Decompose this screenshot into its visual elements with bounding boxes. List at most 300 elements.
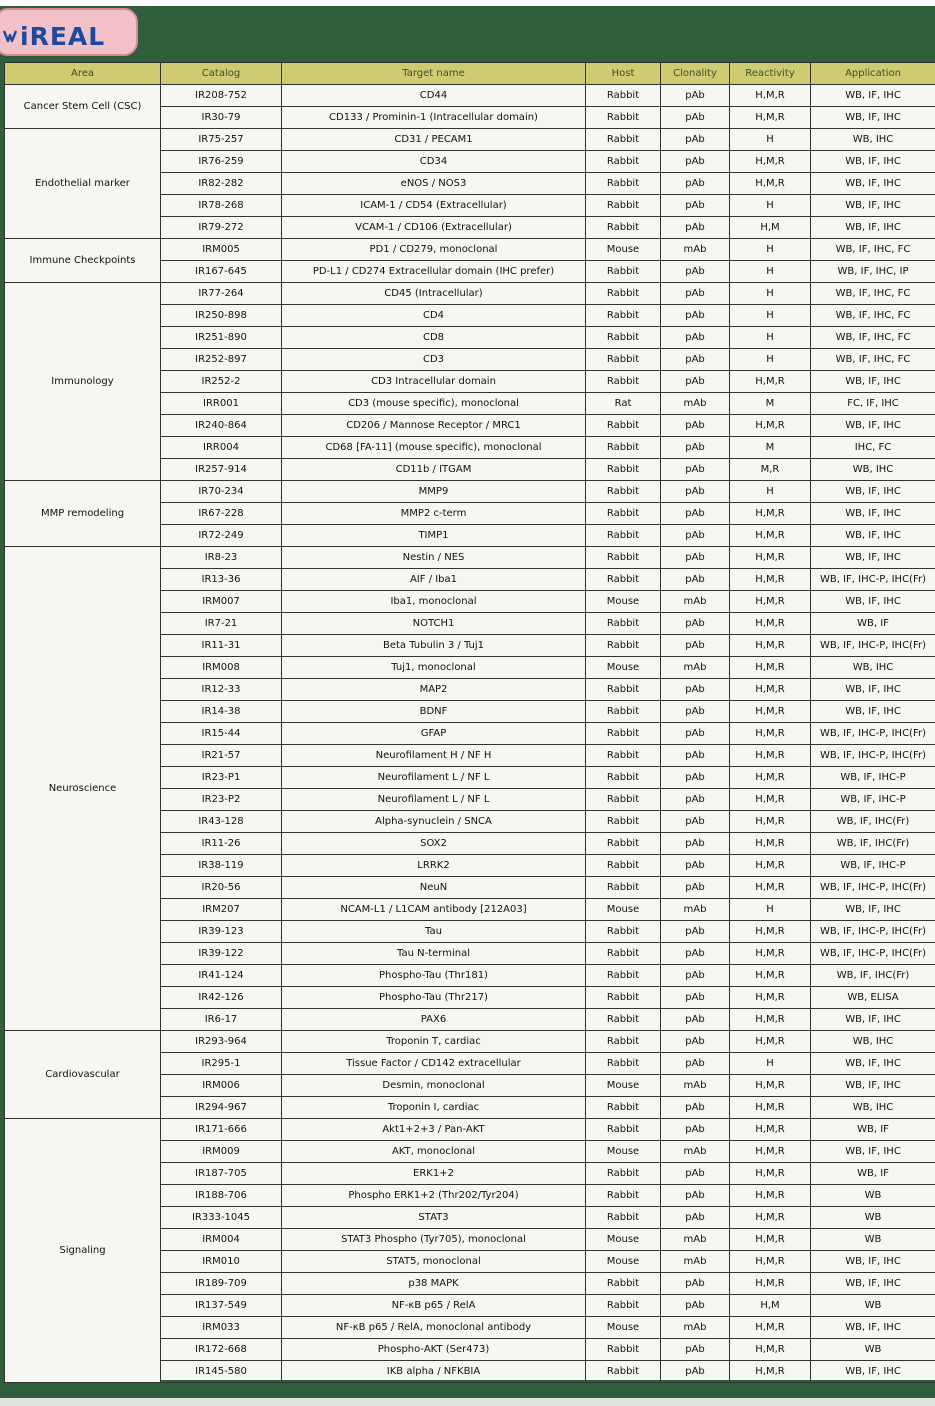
catalog-cell: IR79-272 xyxy=(161,217,282,239)
reactivity-cell: H,M xyxy=(730,217,811,239)
catalog-cell: IR251-890 xyxy=(161,327,282,349)
catalog-cell: IR23-P1 xyxy=(161,767,282,789)
clonality-cell: mAb xyxy=(661,1317,730,1339)
clonality-cell: pAb xyxy=(661,635,730,657)
host-cell: Rabbit xyxy=(586,569,661,591)
reactivity-cell: H,M,R xyxy=(730,745,811,767)
catalog-cell: IR294-967 xyxy=(161,1097,282,1119)
host-cell: Rabbit xyxy=(586,195,661,217)
target-name-cell: Troponin T, cardiac xyxy=(282,1031,586,1053)
target-name-cell: STAT5, monoclonal xyxy=(282,1251,586,1273)
application-cell: WB, IF, IHC xyxy=(811,1317,935,1339)
reactivity-cell: H xyxy=(730,327,811,349)
catalog-cell: IR167-645 xyxy=(161,261,282,283)
reactivity-cell: M xyxy=(730,437,811,459)
catalog-cell: IRM004 xyxy=(161,1229,282,1251)
catalog-cell: IR11-31 xyxy=(161,635,282,657)
catalog-cell: IR15-44 xyxy=(161,723,282,745)
target-name-cell: CD3 xyxy=(282,349,586,371)
area-cell: Cancer Stem Cell (CSC) xyxy=(5,85,161,129)
reactivity-cell: H,M,R xyxy=(730,789,811,811)
application-cell: WB, IF, IHC xyxy=(811,195,935,217)
clonality-cell: pAb xyxy=(661,327,730,349)
host-cell: Rabbit xyxy=(586,1295,661,1317)
clonality-cell: pAb xyxy=(661,1295,730,1317)
host-cell: Rabbit xyxy=(586,1053,661,1075)
clonality-cell: pAb xyxy=(661,1361,730,1383)
application-cell: WB, IF xyxy=(811,613,935,635)
host-cell: Mouse xyxy=(586,1075,661,1097)
host-cell: Mouse xyxy=(586,1317,661,1339)
reactivity-cell: H xyxy=(730,349,811,371)
application-cell: WB xyxy=(811,1339,935,1361)
clonality-cell: pAb xyxy=(661,1097,730,1119)
clonality-cell: pAb xyxy=(661,415,730,437)
target-name-cell: GFAP xyxy=(282,723,586,745)
clonality-cell: pAb xyxy=(661,921,730,943)
reactivity-cell: H,M,R xyxy=(730,1075,811,1097)
catalog-cell: IR23-P2 xyxy=(161,789,282,811)
host-cell: Rabbit xyxy=(586,723,661,745)
clonality-cell: mAb xyxy=(661,239,730,261)
host-cell: Rabbit xyxy=(586,173,661,195)
target-name-cell: PD-L1 / CD274 Extracellular domain (IHC prefer) xyxy=(282,261,586,283)
catalog-cell: IRM008 xyxy=(161,657,282,679)
target-name-cell: VCAM-1 / CD106 (Extracellular) xyxy=(282,217,586,239)
clonality-cell: mAb xyxy=(661,1141,730,1163)
catalog-cell: IR41-124 xyxy=(161,965,282,987)
clonality-cell: mAb xyxy=(661,1229,730,1251)
target-name-cell: CD206 / Mannose Receptor / MRC1 xyxy=(282,415,586,437)
clonality-cell: pAb xyxy=(661,789,730,811)
clonality-cell: mAb xyxy=(661,1075,730,1097)
application-cell: WB, IF, IHC xyxy=(811,1141,935,1163)
target-name-cell: Beta Tubulin 3 / Tuj1 xyxy=(282,635,586,657)
clonality-cell: pAb xyxy=(661,459,730,481)
host-cell: Rabbit xyxy=(586,1273,661,1295)
clonality-cell: pAb xyxy=(661,811,730,833)
host-cell: Rabbit xyxy=(586,327,661,349)
reactivity-cell: H,M,R xyxy=(730,503,811,525)
catalog-cell: IR137-549 xyxy=(161,1295,282,1317)
catalog-cell: IRM005 xyxy=(161,239,282,261)
clonality-cell: pAb xyxy=(661,349,730,371)
clonality-cell: pAb xyxy=(661,943,730,965)
clonality-cell: pAb xyxy=(661,723,730,745)
application-cell: WB, IF, IHC xyxy=(811,415,935,437)
application-cell: WB, IHC xyxy=(811,459,935,481)
clonality-cell: pAb xyxy=(661,525,730,547)
application-cell: WB, IF, IHC xyxy=(811,85,935,107)
application-cell: WB, IF, IHC, FC xyxy=(811,239,935,261)
host-cell: Rabbit xyxy=(586,371,661,393)
application-cell: WB, IF xyxy=(811,1163,935,1185)
target-name-cell: Tau xyxy=(282,921,586,943)
target-name-cell: CD44 xyxy=(282,85,586,107)
host-cell: Rabbit xyxy=(586,261,661,283)
catalog-cell: IRM006 xyxy=(161,1075,282,1097)
target-name-cell: Iba1, monoclonal xyxy=(282,591,586,613)
host-cell: Rabbit xyxy=(586,503,661,525)
target-name-cell: NCAM-L1 / L1CAM antibody [212A03] xyxy=(282,899,586,921)
reactivity-cell: H,M,R xyxy=(730,811,811,833)
target-name-cell: Tissue Factor / CD142 extracellular xyxy=(282,1053,586,1075)
reactivity-cell: M,R xyxy=(730,459,811,481)
clonality-cell: pAb xyxy=(661,1031,730,1053)
clonality-cell: mAb xyxy=(661,657,730,679)
host-cell: Rabbit xyxy=(586,635,661,657)
application-cell: WB, IF, IHC xyxy=(811,701,935,723)
clonality-cell: pAb xyxy=(661,1207,730,1229)
application-cell: WB, IF, IHC xyxy=(811,899,935,921)
catalog-cell: IRM033 xyxy=(161,1317,282,1339)
catalog-cell: IR70-234 xyxy=(161,481,282,503)
reactivity-cell: H,M,R xyxy=(730,1163,811,1185)
clonality-cell: pAb xyxy=(661,833,730,855)
application-cell: WB, IF, IHC xyxy=(811,371,935,393)
host-cell: Rabbit xyxy=(586,1163,661,1185)
application-cell: WB, IF, IHC-P xyxy=(811,767,935,789)
catalog-cell: IR12-33 xyxy=(161,679,282,701)
reactivity-cell: H,M,R xyxy=(730,591,811,613)
application-cell: WB, IF, IHC xyxy=(811,679,935,701)
table-row xyxy=(5,283,935,305)
catalog-cell: IR252-897 xyxy=(161,349,282,371)
reactivity-cell: H,M,R xyxy=(730,1317,811,1339)
reactivity-cell: H,M,R xyxy=(730,877,811,899)
host-cell: Rabbit xyxy=(586,877,661,899)
clonality-cell: pAb xyxy=(661,371,730,393)
catalog-cell: IR13-36 xyxy=(161,569,282,591)
host-cell: Rabbit xyxy=(586,525,661,547)
reactivity-cell: H,M,R xyxy=(730,1009,811,1031)
clonality-cell: pAb xyxy=(661,877,730,899)
catalog-cell: IRM207 xyxy=(161,899,282,921)
clonality-cell: pAb xyxy=(661,701,730,723)
brand-logo-text: iREAL xyxy=(20,22,106,51)
area-cell: Signaling xyxy=(5,1119,161,1383)
catalog-cell: IR39-122 xyxy=(161,943,282,965)
host-cell: Rabbit xyxy=(586,1339,661,1361)
host-cell: Rabbit xyxy=(586,129,661,151)
reactivity-cell: H,M,R xyxy=(730,107,811,129)
clonality-cell: pAb xyxy=(661,855,730,877)
reactivity-cell: H,M,R xyxy=(730,943,811,965)
host-cell: Rabbit xyxy=(586,789,661,811)
application-cell: WB, IF, IHC-P xyxy=(811,789,935,811)
host-cell: Mouse xyxy=(586,1141,661,1163)
area-cell: Endothelial marker xyxy=(5,129,161,239)
application-cell: WB xyxy=(811,1185,935,1207)
application-cell: WB, IF, IHC, FC xyxy=(811,327,935,349)
host-cell: Mouse xyxy=(586,239,661,261)
host-cell: Rabbit xyxy=(586,283,661,305)
target-name-cell: IKB alpha / NFKBIA xyxy=(282,1361,586,1383)
clonality-cell: pAb xyxy=(661,437,730,459)
target-name-cell: Neurofilament H / NF H xyxy=(282,745,586,767)
clonality-cell: pAb xyxy=(661,745,730,767)
reactivity-cell: H,M,R xyxy=(730,569,811,591)
clonality-cell: pAb xyxy=(661,481,730,503)
host-cell: Rabbit xyxy=(586,547,661,569)
target-name-cell: Akt1+2+3 / Pan-AKT xyxy=(282,1119,586,1141)
catalog-cell: IR11-26 xyxy=(161,833,282,855)
application-cell: WB, IF, IHC xyxy=(811,173,935,195)
application-cell: WB, IF, IHC xyxy=(811,591,935,613)
application-cell: WB, IF, IHC-P, IHC(Fr) xyxy=(811,943,935,965)
application-cell: WB, IF, IHC xyxy=(811,1361,935,1383)
catalog-cell: IRR001 xyxy=(161,393,282,415)
catalog-cell: IR257-914 xyxy=(161,459,282,481)
clonality-cell: pAb xyxy=(661,283,730,305)
target-name-cell: p38 MAPK xyxy=(282,1273,586,1295)
target-name-cell: CD68 [FA-11] (mouse specific), monoclonal xyxy=(282,437,586,459)
host-cell: Rabbit xyxy=(586,437,661,459)
reactivity-cell: H,M,R xyxy=(730,701,811,723)
application-cell: WB, IF, IHC-P, IHC(Fr) xyxy=(811,877,935,899)
reactivity-cell: H,M,R xyxy=(730,1031,811,1053)
reactivity-cell: H,M,R xyxy=(730,547,811,569)
clonality-cell: pAb xyxy=(661,547,730,569)
host-cell: Rabbit xyxy=(586,1009,661,1031)
target-name-cell: Neurofilament L / NF L xyxy=(282,767,586,789)
application-cell: WB, IF, IHC, FC xyxy=(811,349,935,371)
clonality-cell: pAb xyxy=(661,569,730,591)
column-header-area: Area xyxy=(5,63,161,85)
catalog-cell: IR6-17 xyxy=(161,1009,282,1031)
application-cell: WB, IHC xyxy=(811,657,935,679)
reactivity-cell: H,M,R xyxy=(730,1119,811,1141)
host-cell: Rabbit xyxy=(586,415,661,437)
area-cell: Neuroscience xyxy=(5,547,161,1031)
application-cell: WB xyxy=(811,1295,935,1317)
target-name-cell: NF-κB p65 / RelA xyxy=(282,1295,586,1317)
column-header-host: Host xyxy=(586,63,661,85)
reactivity-cell: H xyxy=(730,305,811,327)
table-row xyxy=(5,1031,935,1053)
clonality-cell: pAb xyxy=(661,1339,730,1361)
target-name-cell: TIMP1 xyxy=(282,525,586,547)
area-cell: MMP remodeling xyxy=(5,481,161,547)
catalog-cell: IRM009 xyxy=(161,1141,282,1163)
catalog-cell: IRM007 xyxy=(161,591,282,613)
clonality-cell: pAb xyxy=(661,503,730,525)
catalog-cell: IR82-282 xyxy=(161,173,282,195)
catalog-cell: IR75-257 xyxy=(161,129,282,151)
reactivity-cell: H,M,R xyxy=(730,173,811,195)
application-cell: WB, IF, IHC xyxy=(811,503,935,525)
application-cell: WB, IF, IHC xyxy=(811,1273,935,1295)
area-cell: Cardiovascular xyxy=(5,1031,161,1119)
host-cell: Mouse xyxy=(586,657,661,679)
application-cell: WB, IF, IHC xyxy=(811,217,935,239)
target-name-cell: AIF / Iba1 xyxy=(282,569,586,591)
clonality-cell: pAb xyxy=(661,679,730,701)
logo-mark-icon xyxy=(3,29,17,43)
catalog-cell: IR78-268 xyxy=(161,195,282,217)
reactivity-cell: H,M,R xyxy=(730,657,811,679)
application-cell: WB, IF, IHC xyxy=(811,1009,935,1031)
catalog-cell: IR42-126 xyxy=(161,987,282,1009)
catalog-cell: IR250-898 xyxy=(161,305,282,327)
clonality-cell: mAb xyxy=(661,591,730,613)
bottom-band xyxy=(0,1398,935,1406)
clonality-cell: pAb xyxy=(661,173,730,195)
reactivity-cell: H,M,R xyxy=(730,723,811,745)
target-name-cell: MAP2 xyxy=(282,679,586,701)
catalog-sheet xyxy=(4,62,935,1380)
reactivity-cell: H xyxy=(730,481,811,503)
reactivity-cell: H,M,R xyxy=(730,371,811,393)
target-name-cell: PD1 / CD279, monoclonal xyxy=(282,239,586,261)
column-header-target-name: Target name xyxy=(282,63,586,85)
table-body xyxy=(5,85,935,1383)
catalog-cell: IR145-580 xyxy=(161,1361,282,1383)
host-cell: Rabbit xyxy=(586,459,661,481)
catalog-cell: IR295-1 xyxy=(161,1053,282,1075)
clonality-cell: pAb xyxy=(661,1185,730,1207)
target-name-cell: Troponin I, cardiac xyxy=(282,1097,586,1119)
clonality-cell: pAb xyxy=(661,613,730,635)
application-cell: WB, IF, IHC xyxy=(811,1251,935,1273)
host-cell: Rabbit xyxy=(586,481,661,503)
catalog-cell: IR171-666 xyxy=(161,1119,282,1141)
reactivity-cell: H xyxy=(730,129,811,151)
target-name-cell: NeuN xyxy=(282,877,586,899)
target-name-cell: CD3 (mouse specific), monoclonal xyxy=(282,393,586,415)
application-cell: WB, IF, IHC xyxy=(811,1053,935,1075)
clonality-cell: pAb xyxy=(661,767,730,789)
application-cell: WB, IF, IHC-P, IHC(Fr) xyxy=(811,569,935,591)
host-cell: Rabbit xyxy=(586,811,661,833)
catalog-cell: IR293-964 xyxy=(161,1031,282,1053)
reactivity-cell: H xyxy=(730,195,811,217)
reactivity-cell: H,M,R xyxy=(730,833,811,855)
application-cell: WB, IHC xyxy=(811,1097,935,1119)
catalog-cell: IR67-228 xyxy=(161,503,282,525)
application-cell: WB xyxy=(811,1229,935,1251)
clonality-cell: pAb xyxy=(661,129,730,151)
target-name-cell: STAT3 Phospho (Tyr705), monoclonal xyxy=(282,1229,586,1251)
catalog-cell: IRR004 xyxy=(161,437,282,459)
host-cell: Rabbit xyxy=(586,833,661,855)
clonality-cell: pAb xyxy=(661,107,730,129)
table-header-row xyxy=(5,63,935,85)
catalog-cell: IR172-668 xyxy=(161,1339,282,1361)
clonality-cell: pAb xyxy=(661,151,730,173)
clonality-cell: pAb xyxy=(661,1273,730,1295)
target-name-cell: CD31 / PECAM1 xyxy=(282,129,586,151)
catalog-cell: IR208-752 xyxy=(161,85,282,107)
host-cell: Rabbit xyxy=(586,85,661,107)
target-name-cell: Phospho ERK1+2 (Thr202/Tyr204) xyxy=(282,1185,586,1207)
application-cell: WB, IF, IHC-P, IHC(Fr) xyxy=(811,745,935,767)
table-row xyxy=(5,239,935,261)
host-cell: Rabbit xyxy=(586,217,661,239)
reactivity-cell: H,M,R xyxy=(730,1229,811,1251)
host-cell: Rabbit xyxy=(586,987,661,1009)
target-name-cell: AKT, monoclonal xyxy=(282,1141,586,1163)
column-header-application: Application xyxy=(811,63,935,85)
application-cell: WB, IF, IHC, FC xyxy=(811,305,935,327)
table-row xyxy=(5,547,935,569)
application-cell: WB, IF, IHC(Fr) xyxy=(811,833,935,855)
reactivity-cell: H,M,R xyxy=(730,965,811,987)
application-cell: WB, IF xyxy=(811,1119,935,1141)
application-cell: WB, IF, IHC, IP xyxy=(811,261,935,283)
reactivity-cell: H xyxy=(730,283,811,305)
application-cell: WB, IF, IHC(Fr) xyxy=(811,811,935,833)
reactivity-cell: H,M,R xyxy=(730,525,811,547)
application-cell: FC, IF, IHC xyxy=(811,393,935,415)
host-cell: Mouse xyxy=(586,899,661,921)
target-name-cell: CD4 xyxy=(282,305,586,327)
target-name-cell: CD45 (Intracellular) xyxy=(282,283,586,305)
application-cell: WB xyxy=(811,1207,935,1229)
host-cell: Rabbit xyxy=(586,305,661,327)
catalog-cell: IR30-79 xyxy=(161,107,282,129)
reactivity-cell: H,M,R xyxy=(730,85,811,107)
clonality-cell: mAb xyxy=(661,899,730,921)
target-name-cell: Phospho-AKT (Ser473) xyxy=(282,1339,586,1361)
target-name-cell: CD133 / Prominin-1 (Intracellular domain) xyxy=(282,107,586,129)
reactivity-cell: H,M,R xyxy=(730,921,811,943)
reactivity-cell: H,M,R xyxy=(730,1097,811,1119)
clonality-cell: pAb xyxy=(661,965,730,987)
reactivity-cell: H xyxy=(730,261,811,283)
host-cell: Rabbit xyxy=(586,1031,661,1053)
catalog-cell: IR14-38 xyxy=(161,701,282,723)
host-cell: Rabbit xyxy=(586,679,661,701)
host-cell: Rabbit xyxy=(586,151,661,173)
application-cell: WB, IF, IHC xyxy=(811,1075,935,1097)
clonality-cell: mAb xyxy=(661,1251,730,1273)
clonality-cell: pAb xyxy=(661,1163,730,1185)
target-name-cell: Phospho-Tau (Thr181) xyxy=(282,965,586,987)
target-name-cell: NOTCH1 xyxy=(282,613,586,635)
catalog-cell: IR77-264 xyxy=(161,283,282,305)
application-cell: WB, IF, IHC(Fr) xyxy=(811,965,935,987)
host-cell: Rabbit xyxy=(586,1185,661,1207)
target-name-cell: Alpha-synuclein / SNCA xyxy=(282,811,586,833)
target-name-cell: CD8 xyxy=(282,327,586,349)
host-cell: Rabbit xyxy=(586,1207,661,1229)
target-name-cell: CD11b / ITGAM xyxy=(282,459,586,481)
application-cell: WB, IF, IHC xyxy=(811,107,935,129)
catalog-cell: IR39-123 xyxy=(161,921,282,943)
clonality-cell: pAb xyxy=(661,1009,730,1031)
top-band xyxy=(0,0,935,6)
application-cell: WB, IF, IHC xyxy=(811,481,935,503)
clonality-cell: pAb xyxy=(661,195,730,217)
reactivity-cell: H,M,R xyxy=(730,1339,811,1361)
clonality-cell: pAb xyxy=(661,1053,730,1075)
catalog-cell: IR21-57 xyxy=(161,745,282,767)
host-cell: Rabbit xyxy=(586,943,661,965)
clonality-cell: pAb xyxy=(661,85,730,107)
clonality-cell: pAb xyxy=(661,1119,730,1141)
target-name-cell: STAT3 xyxy=(282,1207,586,1229)
catalog-cell: IR240-864 xyxy=(161,415,282,437)
clonality-cell: pAb xyxy=(661,261,730,283)
area-cell: Immunology xyxy=(5,283,161,481)
reactivity-cell: H,M,R xyxy=(730,1141,811,1163)
reactivity-cell: H,M,R xyxy=(730,987,811,1009)
host-cell: Rabbit xyxy=(586,613,661,635)
application-cell: WB, IF, IHC xyxy=(811,525,935,547)
application-cell: WB, IHC xyxy=(811,129,935,151)
table-row xyxy=(5,129,935,151)
